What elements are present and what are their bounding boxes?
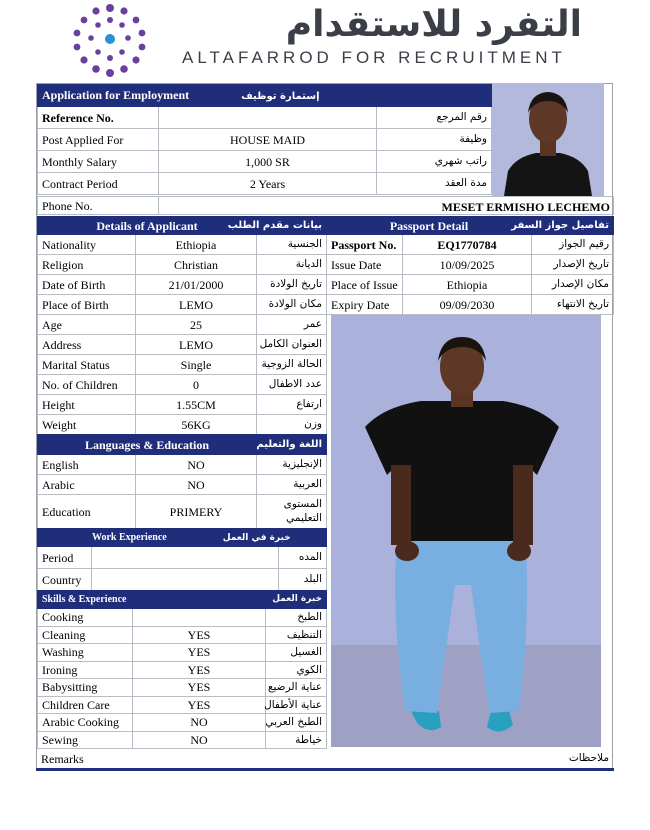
applicant-portrait-photo bbox=[492, 83, 604, 196]
details-title-arabic: بيانات مقدم الطلب bbox=[257, 217, 327, 235]
table-row bbox=[38, 569, 327, 591]
bottom-divider bbox=[36, 768, 614, 771]
nationality-label: Nationality bbox=[38, 235, 136, 255]
application-table bbox=[37, 84, 492, 195]
dob-label: Date of Birth bbox=[38, 275, 136, 295]
children-label: No. of Children bbox=[38, 375, 136, 395]
arabic-label: Arabic bbox=[38, 475, 136, 495]
application-title-arabic: إستمارة توظيف bbox=[241, 91, 320, 102]
languages-table bbox=[37, 434, 327, 529]
table-row bbox=[38, 355, 327, 375]
passport-no-label: Passport No. bbox=[327, 235, 403, 255]
table-row bbox=[38, 696, 327, 714]
arabic-label-arabic: العربية bbox=[257, 475, 327, 495]
cleaning-label: Cleaning bbox=[38, 626, 133, 644]
work-title-arabic: خبرة في العمل bbox=[222, 532, 291, 543]
passport-title: Passport Detail bbox=[327, 217, 532, 235]
table-row bbox=[38, 295, 327, 315]
remarks-label-arabic: ملاحظات bbox=[568, 752, 609, 765]
languages-title: Languages & Education bbox=[38, 435, 257, 455]
skills-table bbox=[37, 590, 327, 749]
age-label-arabic: عمر bbox=[257, 315, 327, 335]
period-label-arabic: المده bbox=[279, 547, 327, 569]
post-label: Post Applied For bbox=[38, 129, 159, 151]
table-row bbox=[38, 714, 327, 732]
babysitting-value: YES bbox=[133, 679, 266, 697]
children-care-label: Children Care bbox=[38, 696, 133, 714]
passport-no-value: EQ1770784 bbox=[403, 235, 532, 255]
country-label: Country bbox=[38, 569, 92, 591]
age-label: Age bbox=[38, 315, 136, 335]
application-header bbox=[38, 85, 492, 107]
salary-label-arabic: راتب شهري bbox=[377, 151, 492, 173]
brand-name-arabic: التفرد للاستقدام bbox=[285, 4, 582, 45]
table-row bbox=[38, 679, 327, 697]
arabic-value: NO bbox=[136, 475, 257, 495]
washing-label-arabic: الغسيل bbox=[266, 644, 327, 662]
post-value: HOUSE MAID bbox=[159, 129, 377, 151]
nationality-label-arabic: الجنسية bbox=[257, 235, 327, 255]
period-value bbox=[92, 547, 279, 569]
table-row bbox=[38, 455, 327, 475]
application-title: Application for Employment bbox=[42, 88, 190, 102]
issue-place-value: Ethiopia bbox=[403, 275, 532, 295]
expiry-date-label: Expiry Date bbox=[327, 295, 403, 315]
table-row bbox=[38, 255, 327, 275]
marital-value: Single bbox=[136, 355, 257, 375]
table-row bbox=[38, 315, 327, 335]
weight-value: 56KG bbox=[136, 415, 257, 435]
height-value: 1.55CM bbox=[136, 395, 257, 415]
country-value bbox=[92, 569, 279, 591]
table-row bbox=[38, 475, 327, 495]
remarks-table bbox=[37, 749, 613, 768]
reference-value bbox=[159, 107, 377, 129]
reference-label: Reference No. bbox=[38, 107, 159, 129]
reference-label-arabic: رقم المرجع bbox=[377, 107, 492, 129]
table-row bbox=[38, 173, 492, 195]
expiry-date-value: 09/09/2030 bbox=[403, 295, 532, 315]
post-label-arabic: وظيفة bbox=[377, 129, 492, 151]
table-row bbox=[327, 255, 614, 275]
salary-value: 1,000 SR bbox=[159, 151, 377, 173]
children-care-label-arabic: عناية الأطفال bbox=[266, 696, 327, 714]
religion-label: Religion bbox=[38, 255, 136, 275]
dob-value: 21/01/2000 bbox=[136, 275, 257, 295]
contract-label-arabic: مدة العقد bbox=[377, 173, 492, 195]
arabic-cooking-value: NO bbox=[133, 714, 266, 732]
table-row bbox=[38, 275, 327, 295]
work-header bbox=[38, 529, 327, 547]
english-label-arabic: الإنجليزية bbox=[257, 455, 327, 475]
age-value: 25 bbox=[136, 315, 257, 335]
table-row bbox=[38, 395, 327, 415]
expiry-date-label-arabic: تاريخ الانتهاء bbox=[532, 295, 614, 315]
applicant-full-body-photo bbox=[331, 315, 601, 747]
salary-label: Monthly Salary bbox=[38, 151, 159, 173]
table-row bbox=[38, 335, 327, 355]
babysitting-label-arabic: عناية الرضيع bbox=[266, 679, 327, 697]
issue-date-label: Issue Date bbox=[327, 255, 403, 275]
cleaning-value: YES bbox=[133, 626, 266, 644]
sewing-label-arabic: خياطة bbox=[266, 731, 327, 749]
table-row bbox=[327, 295, 614, 315]
english-value: NO bbox=[136, 455, 257, 475]
children-care-value: YES bbox=[133, 696, 266, 714]
full-body-illustration bbox=[331, 315, 601, 747]
table-row bbox=[38, 644, 327, 662]
table-row bbox=[327, 275, 614, 295]
table-row bbox=[38, 547, 327, 569]
education-value: PRIMERY bbox=[136, 495, 257, 529]
table-row bbox=[38, 415, 327, 435]
religion-value: Christian bbox=[136, 255, 257, 275]
nationality-value: Ethiopia bbox=[136, 235, 257, 255]
sewing-value: NO bbox=[133, 731, 266, 749]
table-row bbox=[38, 235, 327, 255]
children-value: 0 bbox=[136, 375, 257, 395]
table-row bbox=[38, 609, 327, 627]
arabic-cooking-label: Arabic Cooking bbox=[38, 714, 133, 732]
skills-header bbox=[38, 591, 327, 609]
portrait-illustration bbox=[492, 83, 604, 196]
marital-label-arabic: الحالة الزوجية bbox=[257, 355, 327, 375]
phone-label: Phone No. bbox=[38, 197, 159, 215]
period-label: Period bbox=[38, 547, 92, 569]
table-row bbox=[38, 626, 327, 644]
birthplace-label: Place of Birth bbox=[38, 295, 136, 315]
details-title: Details of Applicant bbox=[38, 217, 257, 235]
work-experience-table bbox=[37, 528, 327, 591]
country-label-arabic: البلد bbox=[279, 569, 327, 591]
table-row bbox=[38, 661, 327, 679]
education-label-arabic bbox=[257, 495, 327, 529]
height-label: Height bbox=[38, 395, 136, 415]
table-row bbox=[38, 375, 327, 395]
languages-title-arabic: اللغة والتعليم bbox=[257, 435, 327, 455]
arabic-cooking-label-arabic: الطبخ العربي bbox=[266, 714, 327, 732]
english-label: English bbox=[38, 455, 136, 475]
children-label-arabic: عدد الاطفال bbox=[257, 375, 327, 395]
cooking-label: Cooking bbox=[38, 609, 133, 627]
remarks-label: Remarks bbox=[41, 751, 84, 766]
height-label-arabic: ارتفاع bbox=[257, 395, 327, 415]
babysitting-label: Babysitting bbox=[38, 679, 133, 697]
religion-label-arabic: الديانة bbox=[257, 255, 327, 275]
languages-header bbox=[38, 435, 327, 455]
table-row bbox=[38, 495, 327, 529]
skills-title: Skills & Experience bbox=[38, 591, 266, 609]
contract-label: Contract Period bbox=[38, 173, 159, 195]
table-row bbox=[38, 151, 492, 173]
address-label: Address bbox=[38, 335, 136, 355]
education-label-arabic-line2: التعليمي bbox=[286, 511, 322, 524]
cooking-value bbox=[133, 609, 266, 627]
birthplace-value: LEMO bbox=[136, 295, 257, 315]
table-row bbox=[37, 749, 613, 768]
details-header bbox=[38, 217, 327, 235]
address-value: LEMO bbox=[136, 335, 257, 355]
work-title bbox=[38, 529, 291, 547]
issue-date-label-arabic: تاريخ الإصدار bbox=[532, 255, 614, 275]
cooking-label-arabic: الطبخ bbox=[266, 609, 327, 627]
table-row bbox=[38, 731, 327, 749]
dob-label-arabic: تاريخ الولادة bbox=[257, 275, 327, 295]
dotted-circle-logo-icon bbox=[62, 2, 158, 78]
issue-place-label-arabic: مكان الإصدار bbox=[532, 275, 614, 295]
table-row bbox=[327, 235, 614, 255]
passport-header bbox=[327, 217, 614, 235]
washing-label: Washing bbox=[38, 644, 133, 662]
washing-value: YES bbox=[133, 644, 266, 662]
address-label-arabic: العنوان الكامل bbox=[257, 335, 327, 355]
brand-name-english: ALTAFARROD FOR RECRUITMENT bbox=[182, 48, 566, 67]
work-title-english: Work Experience bbox=[92, 531, 167, 543]
weight-label: Weight bbox=[38, 415, 136, 435]
ironing-label: Ironing bbox=[38, 661, 133, 679]
table-row bbox=[38, 107, 492, 129]
issue-date-value: 10/09/2025 bbox=[403, 255, 532, 275]
passport-table bbox=[326, 216, 614, 315]
skills-title-arabic: خبرة العمل bbox=[266, 591, 327, 609]
education-label-arabic-line1: المستوى bbox=[283, 498, 322, 511]
ironing-value: YES bbox=[133, 661, 266, 679]
passport-no-label-arabic: رقيم الجواز bbox=[532, 235, 614, 255]
marital-label: Marital Status bbox=[38, 355, 136, 375]
weight-label-arabic: وزن bbox=[257, 415, 327, 435]
passport-title-arabic: تفاصيل جواز السفر bbox=[532, 217, 614, 235]
contract-value: 2 Years bbox=[159, 173, 377, 195]
applicant-name: MESET ERMISHO LECHEMO bbox=[441, 200, 610, 214]
cleaning-label-arabic: التنظيف bbox=[266, 626, 327, 644]
table-row bbox=[38, 129, 492, 151]
education-label: Education bbox=[38, 495, 136, 529]
sewing-label: Sewing bbox=[38, 731, 133, 749]
issue-place-label: Place of Issue bbox=[327, 275, 403, 295]
details-table bbox=[37, 216, 327, 435]
birthplace-label-arabic: مكان الولادة bbox=[257, 295, 327, 315]
ironing-label-arabic: الكوي bbox=[266, 661, 327, 679]
